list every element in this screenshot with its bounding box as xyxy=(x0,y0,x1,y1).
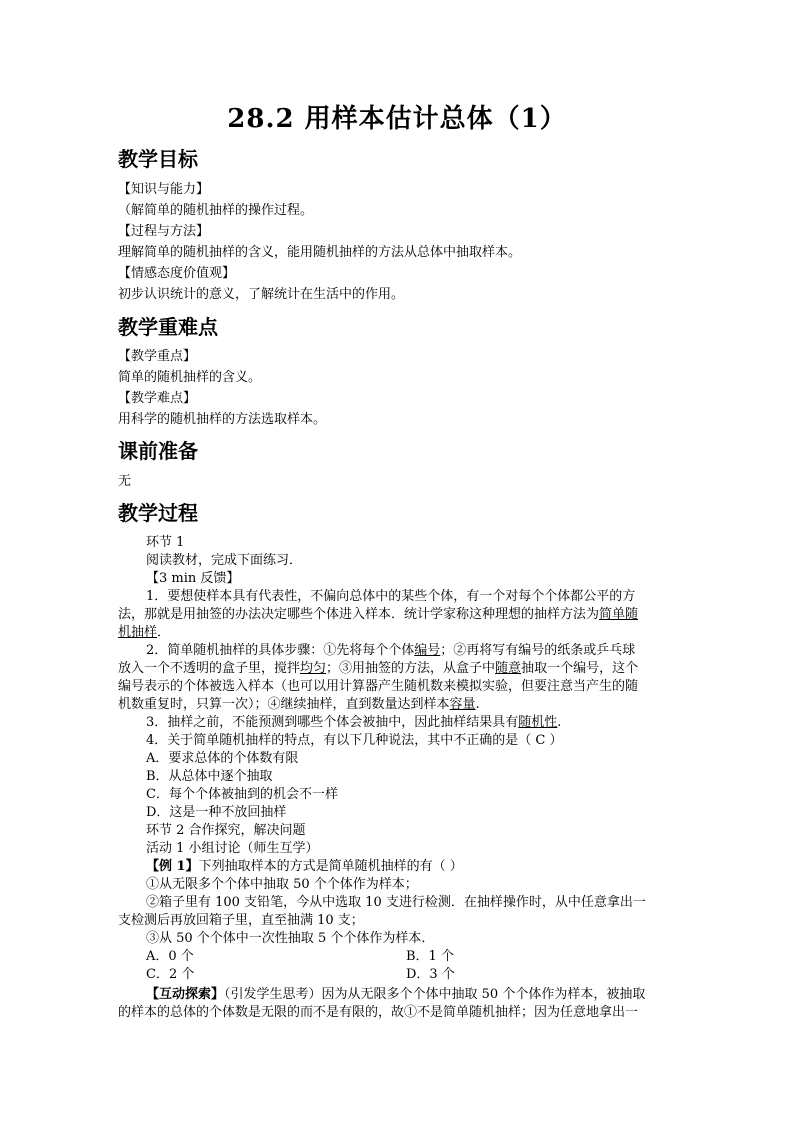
objectives-heading: 教学目标 xyxy=(118,147,198,171)
q2-line-2-post: 抽取一个编号，这个 xyxy=(521,661,639,676)
read-instruction: 阅读教材，完成下面练习． xyxy=(146,553,303,568)
q2-line-2 xyxy=(118,660,638,678)
q1-answer-part2: 机抽样 xyxy=(118,625,158,640)
prep-heading: 课前准备 xyxy=(118,439,198,463)
q2-line-4 xyxy=(118,696,480,714)
q3-answer-randomness: 随机性 xyxy=(518,715,558,730)
example-1-item-2a: ②箱子里有 100 支铅笔，今从中选取 10 支进行检测．在抽样操作时，从中任意拿出一 xyxy=(146,895,646,910)
segment-2: 环节 2 合作探究，解决问题 xyxy=(146,823,306,838)
difficulty-label: 【教学难点】 xyxy=(118,391,197,406)
q2-line-4-pre: 机数重复时，只算一次）；④继续抽样，直到数量达到样本 xyxy=(118,697,450,712)
q2-line-3: 编号表示的个体被选入样本（也可以用计算器产生随机数来模拟实验，但要注意当产生的随 xyxy=(118,679,639,694)
q4-option-c: C．每个个体被抽到的机会不一样 xyxy=(146,787,338,802)
key-text: 简单的随机抽样的含义。 xyxy=(118,370,262,385)
choice-b: B．1 个 xyxy=(406,949,454,964)
q4-option-d: D．这是一种不放回抽样 xyxy=(146,805,287,820)
interaction-label: 【互动探索】 xyxy=(146,987,225,1002)
knowledge-label: 【知识与能力】 xyxy=(118,182,210,197)
example-1-item-2b: 支检测后再放回箱子里，直至抽满 10 支； xyxy=(118,913,364,928)
q2-line-2-mid: ；③用抽签的方法，从盒子中 xyxy=(326,661,496,676)
q1-line-2 xyxy=(118,606,638,624)
interaction-text: （引发学生思考）因为从无限多个个体中抽取 50 个个体作为样本，被抽取 xyxy=(224,987,646,1002)
document-title: 28.2 用样本估计总体（1） xyxy=(227,104,567,134)
q2-line-4-post: . xyxy=(475,697,480,712)
q2-answer-number: 编号 xyxy=(414,643,441,658)
q2-line-1 xyxy=(146,642,635,660)
example-1-item-3: ③从 50 个个体中一次性抽取 5 个个体作为样本． xyxy=(146,931,435,946)
q3-line xyxy=(146,714,561,732)
interaction-line-2: 的样本的总体的个体数是无限的而不是有限的，故①不是简单随机抽样；因为任意地拿出一 xyxy=(118,1005,639,1020)
example-1-text: 下列抽取样本的方式是简单随机抽样的有（ ） xyxy=(198,859,463,874)
q2-answer-random: 随意 xyxy=(495,661,522,676)
interaction-line-1 xyxy=(146,986,645,1004)
method-label: 【过程与方法】 xyxy=(118,224,210,239)
example-1-item-1: ①从无限多个个体中抽取 50 个个体作为样本； xyxy=(146,877,418,892)
q3-post: . xyxy=(557,715,562,730)
difficulty-text: 用科学的随机抽样的方法选取样本。 xyxy=(118,412,327,427)
example-1-line xyxy=(146,858,463,876)
q2-line-1-post: ；②再将写有编号的纸条或乒乓球 xyxy=(440,643,636,658)
prep-text: 无 xyxy=(118,474,132,489)
q1-line-3-end: ． xyxy=(157,625,171,640)
choice-c: C．2 个 xyxy=(146,967,195,982)
q1-line-1: 1．要想使样本具有代表性，不偏向总体中的某些个体，有一个对每个个体都公平的方 xyxy=(146,589,636,604)
method-text: 理解简单的随机抽样的含义，能用随机抽样的方法从总体中抽取样本。 xyxy=(118,245,522,260)
choice-d: D．3 个 xyxy=(406,967,455,982)
knowledge-text: （解简单的随机抽样的操作过程。 xyxy=(118,203,314,218)
q2-answer-capacity: 容量 xyxy=(449,697,476,712)
emotion-label: 【情感态度价值观】 xyxy=(118,266,236,281)
q2-answer-even: 均匀 xyxy=(300,661,327,676)
key-label: 【教学重点】 xyxy=(118,349,197,364)
activity-1: 活动 1 小组讨论（师生互学） xyxy=(146,841,319,856)
emotion-text: 初步认识统计的意义，了解统计在生活中的作用。 xyxy=(118,287,405,302)
q4-option-b: B．从总体中逐个抽取 xyxy=(146,769,273,784)
q1-answer-part1: 简单随 xyxy=(599,607,639,622)
feedback-label: 【3 min 反馈】 xyxy=(146,571,240,586)
keypoints-heading: 教学重难点 xyxy=(118,315,218,339)
example-1-label: 【例 1】 xyxy=(146,859,199,874)
q1-line-2-text: 法，那就是用抽签的办法决定哪些个体进入样本．统计学家称这种理想的抽样方法为 xyxy=(118,607,600,622)
process-heading: 教学过程 xyxy=(118,501,198,525)
q3-pre: 3．抽样之前，不能预测到哪些个体会被抽中，因此抽样结果具有 xyxy=(146,715,519,730)
segment-1: 环节 1 xyxy=(146,535,185,550)
q2-line-1-pre: 2．简单随机抽样的具体步骤：①先将每个个体 xyxy=(146,643,415,658)
q4-option-a: A．要求总体的个体数有限 xyxy=(146,751,299,766)
choice-a: A．0 个 xyxy=(146,949,194,964)
q1-line-3 xyxy=(118,624,170,642)
q4-line: 4．关于简单随机抽样的特点，有以下几种说法，其中不正确的是（ C ） xyxy=(146,733,563,748)
q2-line-2-pre: 放入一个不透明的盒子里，搅拌 xyxy=(118,661,301,676)
